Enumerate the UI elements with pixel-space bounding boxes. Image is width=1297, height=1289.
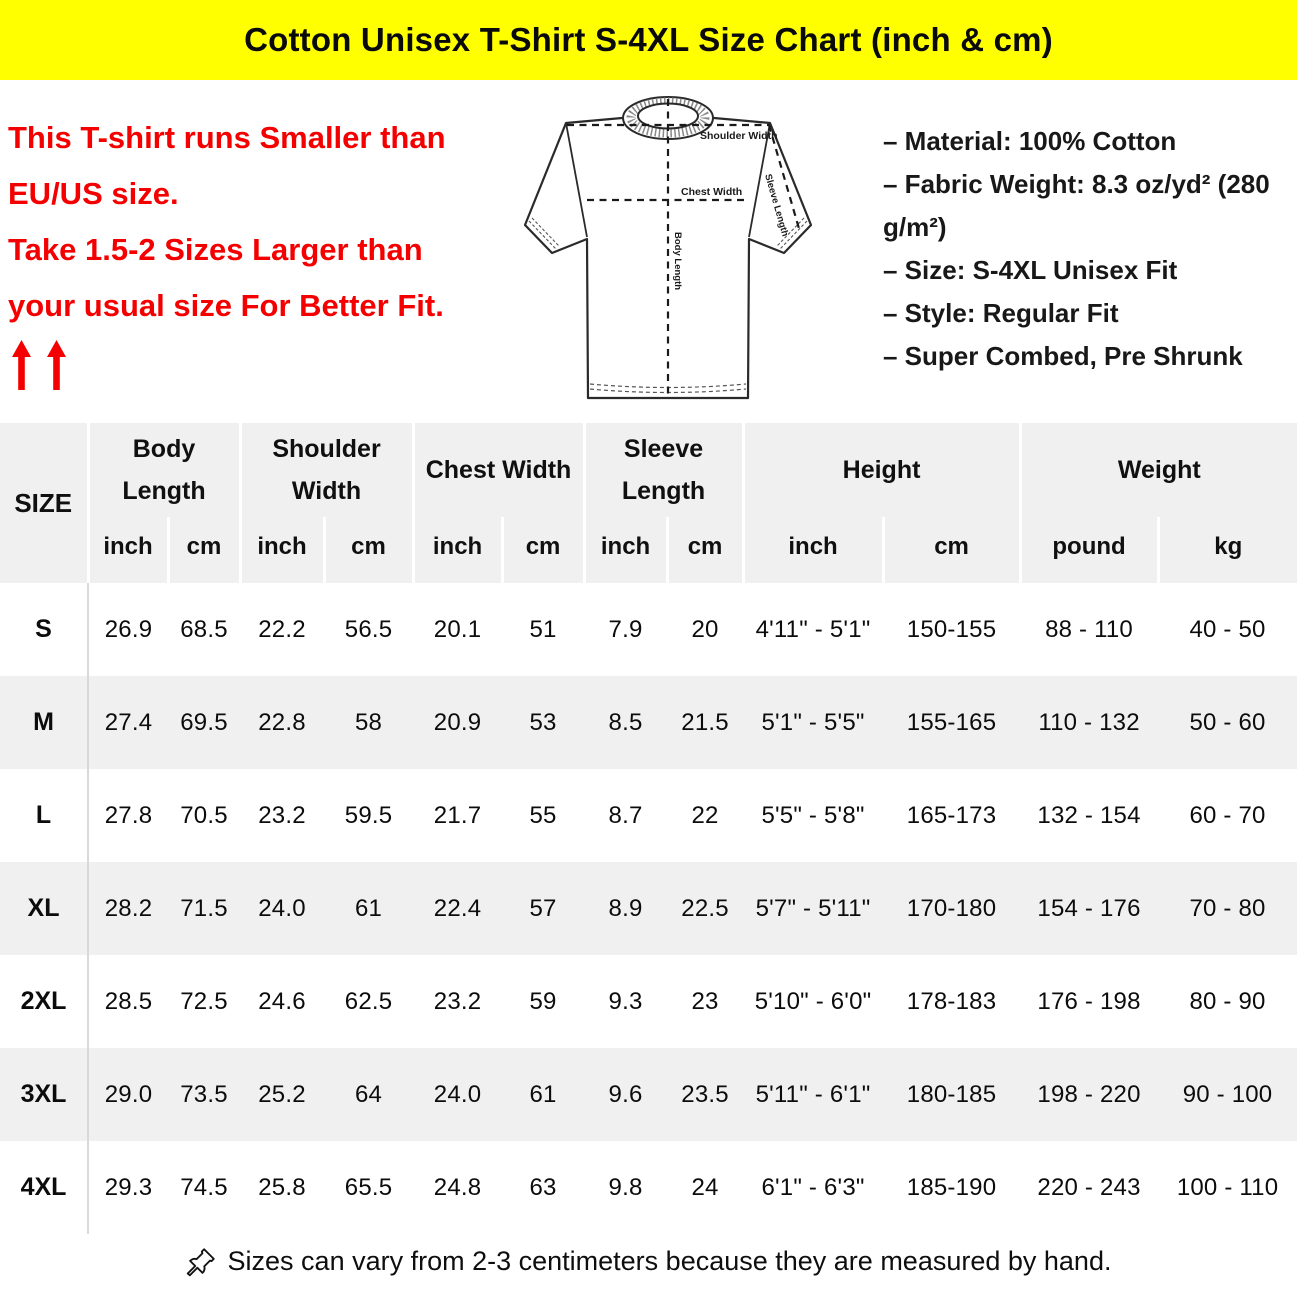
table-cell: 29.0 [104,1080,153,1108]
table-row [0,676,1297,769]
table-header [0,423,1297,583]
table-cell: 51 [529,615,557,643]
table-cell: 63 [529,1173,557,1201]
table-cell: 55 [529,801,557,829]
product-specs [883,120,1291,378]
table-cell: 21.7 [433,801,482,829]
unit-header: cm [168,517,240,583]
table-cell: 8.7 [608,801,643,829]
table-cell: 65.5 [344,1173,393,1201]
table-cell: 24 [691,1173,719,1201]
table-cell: 60 - 70 [1189,801,1266,829]
table-cell: 64 [354,1080,383,1108]
table-cell: 154 - 176 [1037,894,1141,922]
table-row [0,583,1297,676]
table-row [0,1141,1297,1234]
table-cell: 88 - 110 [1045,615,1133,643]
spec-item: – Fabric Weight: 8.3 oz/yd² (280 g/m²) [883,169,1270,242]
spec-item: – Size: S-4XL Unisex Fit [883,255,1178,285]
column-header-sleeve-length: Sleeve Length [584,423,743,517]
column-header-shoulder-width: Shoulder Width [240,423,413,517]
table-cell: 7.9 [608,615,643,643]
table-cell: 23.2 [258,801,306,829]
unit-header: cm [502,517,584,583]
diagram-label-shoulder: Shoulder Width [700,130,778,142]
table-body [0,583,1297,1234]
footnote [0,1234,1297,1289]
table-cell: 150-155 [906,615,997,643]
diagram-label-chest: Chest Width [681,186,743,198]
fit-warning-line: Take 1.5-2 Sizes Larger than [8,232,423,267]
unit-header: inch [413,517,502,583]
size-cell: 4XL [0,1141,88,1234]
fit-warning-line: your usual size For Better Fit. [8,288,444,323]
table-cell: 22 [691,801,719,829]
size-cell: S [0,583,88,676]
diagram-label-sleeve: Sleeve Length [762,172,791,238]
tshirt-diagram [503,85,835,417]
page-title: Cotton Unisex T-Shirt S-4XL Size Chart (inch & cm) [244,21,1053,58]
fit-warning-line: This T-shirt runs Smaller than [8,120,446,155]
size-cell: XL [0,862,88,955]
table-cell: 69.5 [180,708,228,736]
table-cell: 25.8 [258,1173,306,1201]
table-row [0,862,1297,955]
table-cell: 22.8 [258,708,306,736]
table-cell: 5'5" - 5'8" [761,801,865,829]
size-cell: 2XL [0,955,88,1048]
up-arrow-icon [12,340,31,390]
table-cell: 180-185 [906,1080,997,1108]
table-cell: 22.2 [258,615,306,643]
size-cell: L [0,769,88,862]
footnote-text: Sizes can vary from 2-3 centimeters because they are measured by hand. [227,1246,1112,1276]
column-header-chest-width: Chest Width [413,423,584,517]
table-cell: 23 [691,987,719,1015]
table-cell: 5'1" - 5'5" [761,708,865,736]
table-cell: 72.5 [180,987,228,1015]
table-cell: 62.5 [344,987,393,1015]
column-header-body-length: Body Length [88,423,240,517]
table-cell: 73.5 [180,1080,228,1108]
table-cell: 176 - 198 [1037,987,1141,1015]
unit-header: cm [667,517,743,583]
table-cell: 25.2 [258,1080,306,1108]
table-cell: 61 [354,894,383,922]
table-row [0,769,1297,862]
table-cell: 74.5 [180,1173,228,1201]
table-cell: 220 - 243 [1037,1173,1141,1201]
table-cell: 21.5 [681,708,729,736]
table-cell: 59.5 [344,801,393,829]
table-cell: 24.0 [258,894,306,922]
table-cell: 100 - 110 [1176,1173,1279,1201]
fit-warning-line: EU/US size. [8,176,179,211]
table-cell: 9.6 [608,1080,643,1108]
table-cell: 70.5 [180,801,228,829]
table-row [0,955,1297,1048]
table-cell: 24.8 [433,1173,482,1201]
table-cell: 71.5 [180,894,228,922]
table-cell: 110 - 132 [1038,708,1140,736]
table-cell: 28.2 [104,894,153,922]
table-cell: 23.2 [433,987,482,1015]
table-cell: 59 [529,987,557,1015]
unit-header: inch [240,517,324,583]
table-cell: 24.0 [433,1080,482,1108]
table-cell: 165-173 [906,801,997,829]
table-cell: 61 [529,1080,557,1108]
unit-header: inch [88,517,168,583]
table-cell: 58 [354,708,383,736]
unit-header: cm [324,517,413,583]
table-cell: 9.8 [608,1173,643,1201]
up-arrows [8,340,513,392]
table-cell: 24.6 [258,987,306,1015]
unit-header: inch [584,517,667,583]
table-cell: 50 - 60 [1189,708,1266,736]
table-cell: 23.5 [681,1080,729,1108]
table-cell: 132 - 154 [1037,801,1141,829]
unit-header: inch [743,517,883,583]
table-cell: 185-190 [906,1173,997,1201]
table-cell: 198 - 220 [1037,1080,1141,1108]
column-header-height: Height [743,423,1020,517]
table-cell: 22.4 [433,894,482,922]
table-cell: 80 - 90 [1189,987,1266,1015]
table-cell: 68.5 [180,615,228,643]
table-cell: 5'11" - 6'1" [755,1080,871,1108]
table-cell: 90 - 100 [1182,1080,1273,1108]
size-table [0,423,1297,1234]
table-cell: 28.5 [104,987,153,1015]
table-cell: 29.3 [104,1173,153,1201]
table-cell: 40 - 50 [1189,615,1266,643]
table-cell: 6'1" - 6'3" [761,1173,865,1201]
spec-item: – Material: 100% Cotton [883,126,1177,156]
table-cell: 8.5 [608,708,643,736]
table-cell: 27.4 [104,708,153,736]
table-cell: 20 [691,615,719,643]
fit-warning [8,110,513,392]
size-cell: M [0,676,88,769]
table-cell: 8.9 [608,894,643,922]
table-cell: 178-183 [906,987,997,1015]
table-cell: 53 [529,708,557,736]
table-cell: 4'11" - 5'1" [755,615,871,643]
table-cell: 5'7" - 5'11" [755,894,871,922]
unit-header: pound [1020,517,1158,583]
up-arrow-icon [47,340,66,390]
table-row [0,1048,1297,1141]
spec-item: – Super Combed, Pre Shrunk [883,341,1243,371]
diagram-label-body: Body Length [672,232,683,291]
table-cell: 70 - 80 [1189,894,1266,922]
column-header-weight: Weight [1020,423,1297,517]
table-cell: 170-180 [906,894,997,922]
table-cell: 26.9 [104,615,153,643]
table-cell: 20.9 [433,708,482,736]
table-cell: 9.3 [608,987,643,1015]
table-cell: 22.5 [681,894,729,922]
table-cell: 27.8 [104,801,153,829]
table-cell: 57 [529,894,557,922]
unit-header: cm [883,517,1020,583]
title-banner [0,0,1297,80]
spec-item: – Style: Regular Fit [883,298,1119,328]
size-cell: 3XL [0,1048,88,1141]
table-cell: 56.5 [344,615,393,643]
column-header-size: SIZE [0,423,88,583]
table-cell: 20.1 [433,615,482,643]
table-cell: 5'10" - 6'0" [754,987,872,1015]
table-cell: 155-165 [906,708,997,736]
pushpin-icon [186,1247,216,1277]
unit-header: kg [1158,517,1297,583]
